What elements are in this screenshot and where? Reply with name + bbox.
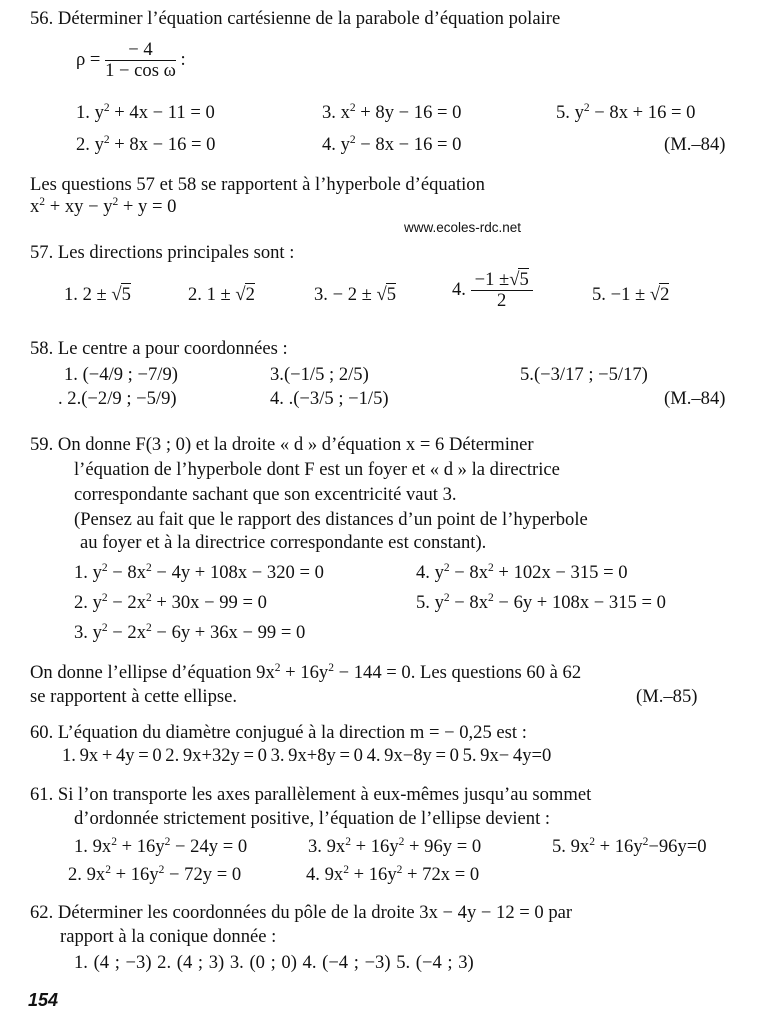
- question-58-option-4: 4. .(−3/5 ; −1/5): [270, 388, 389, 409]
- question-61-line-1: 61. Si l’on transporte les axes parallèlement à eux-mêmes jusqu’au sommet: [30, 784, 592, 805]
- question-57-option-4: 4. $\frac{-1 \pm√5}{2}$: [452, 270, 533, 311]
- question-58-option-2: . 2.(−2/9 ; −5/9): [58, 388, 177, 409]
- question-61-option-5: 5. $9x^2 + 16y^2-96y=0$: [552, 836, 707, 857]
- question-61-line-2: d’ordonnée strictement positive, l’équation de l’ellipse devient :: [74, 808, 551, 829]
- question-60-stem: 60. L’équation du diamètre conjugué à la direction m = − 0,25 est :: [30, 722, 527, 743]
- question-56-polar-equation: ρ = $\frac{- 4}{\text{1 − cos ω}}$ :: [76, 39, 186, 81]
- question-58-reference: (M.–84): [664, 388, 726, 409]
- question-59-line-3: correspondante sachant que son excentricité vaut 3.: [74, 484, 457, 505]
- question-59-option-1: 1. $y^2 - 8x^2 - 4y + 108x - 320 = 0$: [74, 562, 324, 583]
- question-59-line-1: 59. On donne F(3 ; 0) et la droite « d » d’équation x = 6 Déterminer: [30, 434, 534, 455]
- watermark-url: www.ecoles-rdc.net: [404, 220, 522, 235]
- question-59-option-4: 4. $y^2 - 8x^2 + 102x - 315 = 0$: [416, 562, 628, 583]
- intro-60-62-line-1: On donne l’ellipse d’équation $9x^2 + 16y^2 - 144 = 0$. Les questions 60 à 62: [30, 662, 582, 683]
- question-59-option-5: 5. $y^2 - 8x^2 - 6y + 108x - 315 = 0$: [416, 592, 666, 613]
- question-58-stem: 58. Le centre a pour coordonnées :: [30, 338, 288, 359]
- question-61-option-4: 4. $9x^2 + 16y^2 + 72x = 0$: [306, 864, 480, 885]
- question-56-stem: 56. Déterminer l’équation cartésienne de la parabole d’équation polaire: [30, 8, 561, 29]
- question-59-option-3: 3. $y^2 - 2x^2 - 6y + 36x - 99 = 0$: [74, 622, 306, 643]
- question-56-option-4: 4. $y^2 - 8x - 16 = 0$: [322, 134, 462, 155]
- question-57-option-5: 5. −1 ± √2: [592, 284, 670, 305]
- question-58-option-5: 5.(−3/17 ; −5/17): [520, 364, 648, 385]
- question-60-options: 1. 9x + 4y = 0 2. 9x+32y = 0 3. 9x+8y = 0 4. 9x−8y = 0 5. 9x− 4y=0: [62, 745, 552, 766]
- question-56-option-3: 3. $x^2 + 8y - 16 = 0$: [322, 102, 462, 123]
- question-61-option-3: 3. $9x^2 + 16y^2 + 96y = 0$: [308, 836, 482, 857]
- intro-60-62-line-2: se rapportent à cette ellipse.: [30, 686, 238, 707]
- intro-57-58-line-1: Les questions 57 et 58 se rapportent à l’hyperbole d’équation: [30, 174, 485, 195]
- question-61-option-2: 2. $9x^2 + 16y^2 - 72y = 0$: [68, 864, 242, 885]
- question-56-option-2: 2. $y^2 + 8x - 16 = 0$: [76, 134, 216, 155]
- question-61-option-1: 1. $9x^2 + 16y^2 - 24y = 0$: [74, 836, 248, 857]
- question-57-option-2: 2. 1 ± √2: [188, 284, 255, 305]
- question-59-line-4: (Pensez au fait que le rapport des distances d’un point de l’hyperbole: [74, 509, 588, 530]
- question-62-line-2: rapport à la conique donnée :: [60, 926, 277, 947]
- question-59-option-2: 2. $y^2 - 2x^2 + 30x - 99 = 0$: [74, 592, 267, 613]
- intro-60-62-reference: (M.–85): [636, 686, 698, 707]
- question-58-option-1: 1. (−4/9 ; −7/9): [64, 364, 178, 385]
- question-62-options: 1. (4 ; −3) 2. (4 ; 3) 3. (0 ; 0) 4. (−4 ; −3) 5. (−4 ; 3): [74, 952, 474, 973]
- question-57-option-1: 1. 2 ± √5: [64, 284, 131, 305]
- intro-57-58-equation: $x^2$ + xy − $y^2 + y = 0$: [30, 196, 177, 217]
- page-number: 154: [28, 990, 59, 1010]
- question-62-line-1: 62. Déterminer les coordonnées du pôle de la droite 3x − 4y − 12 = 0 par: [30, 902, 573, 923]
- question-56-option-1: 1. $y^2 + 4x - 11 = 0$: [76, 102, 215, 123]
- question-59-line-5: au foyer et à la directrice correspondante est constant).: [80, 532, 487, 553]
- question-56-reference: (M.–84): [664, 134, 726, 155]
- question-59-line-2: l’équation de l’hyperbole dont F est un foyer et « d » la directrice: [74, 459, 560, 480]
- question-57-stem: 57. Les directions principales sont :: [30, 242, 295, 263]
- question-56-option-5: 5. $y^2 - 8x + 16 = 0$: [556, 102, 696, 123]
- polar-fraction: $\frac{- 4}{\text{1 − cos ω}}$: [105, 39, 176, 81]
- question-58-option-3: 3.(−1/5 ; 2/5): [270, 364, 369, 385]
- question-57-option-3: 3. − 2 ± √5: [314, 284, 397, 305]
